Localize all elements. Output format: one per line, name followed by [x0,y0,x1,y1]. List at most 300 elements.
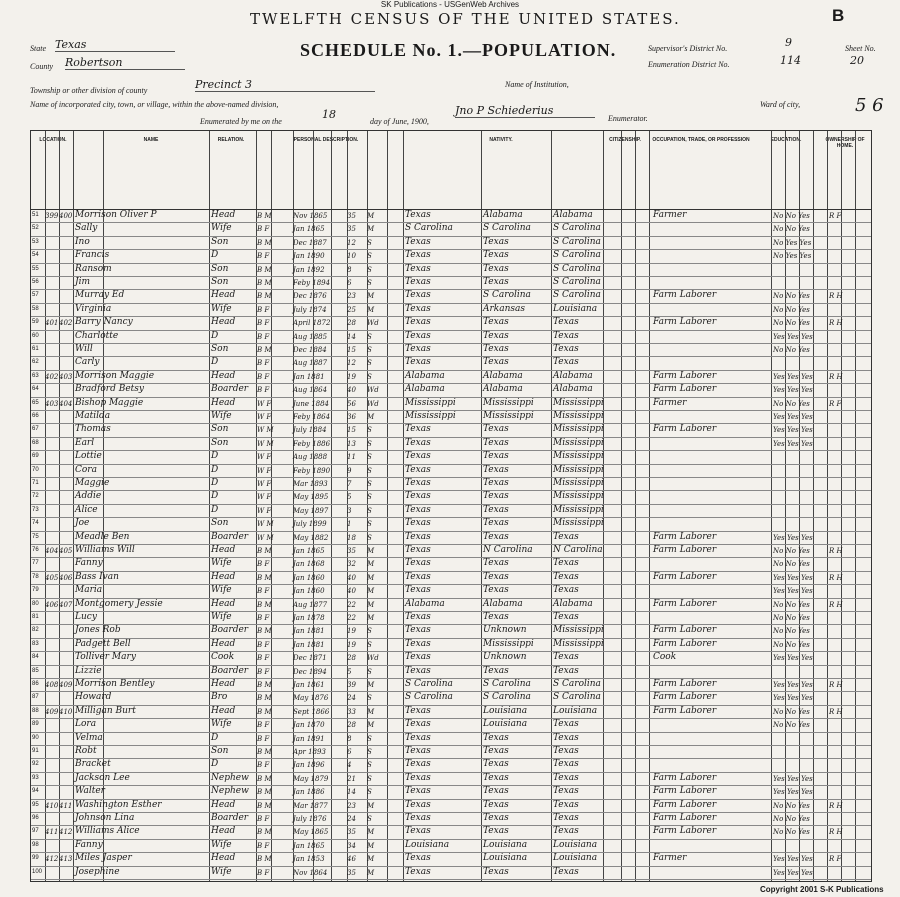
father-birthplace: Texas [483,250,509,261]
color-sex: B M [257,547,272,555]
mother-birthplace: Mississippi [553,411,604,421]
marital-status: S [367,640,372,649]
color-sex: B F [257,560,270,569]
person-name: Fanny [75,839,103,850]
family-number: 409 [59,681,73,689]
mother-birthplace: Mississippi [553,625,604,636]
birth-month-year: May 1897 [293,506,329,515]
education: Yes Yes Yes [773,533,813,542]
color-sex: B M [257,774,272,783]
birthplace: Texas [405,625,431,636]
person-name: Montgomery Jessie [75,598,163,609]
age: 35 [347,868,356,877]
mother-birthplace: Mississippi [553,397,604,408]
relation: Son [211,236,229,247]
color-sex: B M [257,212,272,220]
mother-birthplace: Texas [553,719,579,730]
father-birthplace: Texas [483,799,509,810]
grid-row-line [31,624,871,625]
age: 56 [347,399,356,408]
education: Yes Yes Yes [773,587,813,596]
age: 15 [347,346,356,354]
supervisor-value: 9 [785,36,792,49]
occupation: Farm Laborer [653,705,717,716]
ownership: R F [829,212,842,220]
education: Yes Yes Yes [773,788,813,797]
grid-row-line [31,839,871,840]
family-number: 402 [59,319,73,328]
line-number: 82 [32,627,39,634]
person-name: Ransom [75,263,112,274]
father-birthplace: Louisiana [483,705,528,716]
grid-row-line [31,571,871,572]
grid-row-line [31,584,871,585]
color-sex: B M [257,238,272,247]
age: 13 [347,439,356,448]
birthplace: Texas [405,571,431,582]
watermark-text: SK Publications - USGenWeb Archives [380,0,520,9]
relation: D [211,759,219,770]
person-name: Joe [75,518,90,529]
grid-row-line [31,651,871,652]
mother-birthplace: S Carolina [553,277,601,287]
age: 40 [347,386,356,395]
birthplace: Texas [405,531,431,542]
col-education: EDUCATION. [770,137,802,143]
father-birthplace: Texas [483,746,509,756]
mother-birthplace: Texas [553,772,579,783]
enumerator-label: Enumerator. [608,114,648,123]
person-name: Virginia [75,303,112,314]
birth-month-year: Jan 1881 [293,372,325,381]
age: 36 [347,413,356,421]
enumerator-name: Jno P Schiederius [455,104,595,118]
relation: Head [211,397,236,408]
color-sex: B F [257,640,270,649]
person-name: Thomas [75,424,111,435]
age: 21 [347,774,356,783]
family-number: 403 [59,372,73,381]
relation: Head [211,705,236,716]
marital-status: S [367,439,372,448]
line-number: 67 [32,426,39,433]
family-number: 407 [59,600,73,609]
color-sex: W M [257,426,274,435]
person-name: Lizzie [75,665,102,676]
sheet-value: 20 [850,54,864,67]
father-birthplace: Texas [483,558,509,569]
relation: Boarder [211,531,249,542]
col-nativity: NATIVITY. [489,137,513,143]
mother-birthplace: Mississippi [553,437,604,448]
col-location: LOCATION. [39,137,67,143]
marital-status: S [367,493,372,502]
occupation: Farm Laborer [653,813,717,823]
line-number: 89 [32,721,39,728]
relation: Head [211,853,236,864]
education: No No Yes [773,305,810,314]
age: 35 [347,225,356,234]
relation: D [211,478,219,488]
person-name: Williams Alice [75,826,140,837]
line-number: 61 [32,346,39,352]
birthplace: Alabama [405,598,445,609]
relation: D [211,451,219,462]
ownership: R F [829,855,842,864]
line-number: 90 [32,734,39,741]
mother-birthplace: Mississippi [553,638,604,649]
person-name: Francis [75,250,110,261]
age: 10 [347,252,356,261]
color-sex: B M [257,292,272,301]
education: No No Yes [773,627,810,636]
birthplace: Texas [405,786,431,797]
grid-row-line [31,531,871,532]
relation: Son [211,344,229,354]
line-number: 79 [32,587,39,594]
ownership: R H [829,828,843,837]
birthplace: Texas [405,330,431,341]
state-value: Texas [55,38,175,52]
grid-vline [331,131,332,881]
birthplace: Texas [405,665,431,676]
birthplace: Texas [405,424,431,435]
birthplace: S Carolina [405,223,453,234]
education: Yes Yes Yes [773,868,813,877]
color-sex: B F [257,761,270,770]
line-number: 88 [32,707,39,714]
sheet-letter: B [832,6,845,25]
birth-month-year: Jan 1881 [293,640,325,649]
birth-month-year: Feby 1890 [293,466,331,475]
person-name: Maggie [75,478,110,488]
age: 6 [347,279,352,287]
education: No Yes Yes [773,252,812,261]
incorporated-label: Name of incorporated city, town, or village, within the above-named division, [30,100,279,109]
birth-month-year: July 1876 [293,815,327,823]
age: 28 [347,654,356,663]
education: No No Yes [773,225,810,234]
birthplace: Mississippi [405,397,456,408]
mother-birthplace: Texas [553,531,579,542]
grid-row-line [31,825,871,826]
father-birthplace: Texas [483,491,509,502]
birth-month-year: May 1882 [293,533,329,542]
father-birthplace: N Carolina [483,545,533,555]
color-sex: B M [257,828,272,837]
line-number: 58 [32,305,39,312]
grid-row-line [31,330,871,331]
birthplace: Alabama [405,384,445,395]
mother-birthplace: Texas [553,652,579,663]
ownership: R H [829,600,843,609]
birthplace: Texas [405,250,431,261]
age: 22 [347,600,356,609]
marital-status: S [367,774,372,783]
color-sex: W F [257,466,272,475]
grid-row-line [31,490,871,491]
education: No No Yes [773,640,810,649]
person-name: Milligan Burt [75,705,136,716]
color-sex: B F [257,359,270,368]
person-name: Morrison Oliver P [75,210,157,220]
person-name: Jones Rob [75,625,121,636]
family-number: 400 [59,212,73,220]
occupation: Farm Laborer [653,317,717,328]
birth-month-year: Dec 1871 [293,654,327,663]
education: No No Yes [773,721,810,730]
occupation: Farm Laborer [653,772,717,783]
page-mark: 5 6 [855,95,884,116]
birthplace: Texas [405,478,431,488]
marital-status: M [367,868,375,877]
grid-vline [649,131,650,881]
person-name: Miles Jasper [75,853,132,864]
mother-birthplace: Texas [553,344,579,354]
age: 7 [347,480,352,488]
birth-month-year: Dec 1876 [293,292,327,301]
age: 22 [347,614,356,622]
age: 3 [347,506,352,515]
line-number: 92 [32,761,39,768]
line-number: 63 [32,372,39,379]
line-number: 52 [32,225,39,232]
relation: Nephew [211,786,249,797]
birth-month-year: May 1879 [293,774,329,783]
education: Yes Yes Yes [773,332,813,341]
mother-birthplace: Mississippi [553,464,604,475]
father-birthplace: Texas [483,759,509,770]
line-number: 59 [32,319,39,326]
marital-status: M [367,841,375,850]
birth-month-year: Jan 1865 [293,841,325,850]
birthplace: Texas [405,263,431,274]
relation: Nephew [211,772,249,783]
marital-status: S [367,426,372,435]
grid-row-line [31,879,871,880]
grid-vline [73,131,74,881]
color-sex: B F [257,252,270,261]
birth-month-year: Apr 1893 [293,748,326,756]
person-name: Tolliver Mary [75,652,136,663]
age: 33 [347,707,356,716]
relation: D [211,504,219,515]
birth-month-year: July 1884 [293,426,327,435]
relation: Head [211,317,236,328]
marital-status: S [367,238,372,247]
father-birthplace: Louisiana [483,853,528,864]
birth-month-year: May 1865 [293,828,329,837]
birthplace: Texas [405,558,431,569]
father-birthplace: Texas [483,277,509,287]
grid-row-line [31,665,871,666]
line-number: 57 [32,292,39,299]
age: 15 [347,426,356,435]
mother-birthplace: Alabama [553,384,593,395]
marital-status: M [367,614,375,622]
color-sex: B F [257,305,270,314]
person-name: Josephine [75,866,120,877]
county-label: County [30,62,54,71]
father-birthplace: Texas [483,478,509,488]
color-sex: B M [257,855,272,864]
mother-birthplace: N Carolina [553,545,603,555]
father-birthplace: Texas [483,330,509,341]
age: 8 [347,734,352,743]
birth-month-year: April 1872 [293,319,331,328]
grid-row-line [31,557,871,558]
color-sex: B F [257,319,270,328]
enumeration-value: 114 [780,54,801,67]
line-number: 62 [32,359,39,366]
ownership: R H [829,707,843,716]
father-birthplace: Texas [483,357,509,368]
birthplace: Texas [405,504,431,515]
line-number: 76 [32,547,39,553]
copyright: Copyright 2001 S-K Publications [760,885,884,894]
education: No No Yes [773,600,810,609]
education: Yes Yes Yes [773,694,813,703]
age: 40 [347,573,356,582]
ownership: R F [829,399,842,408]
marital-status: M [367,305,375,314]
marital-status: M [367,560,375,569]
birth-month-year: July 1874 [293,305,327,314]
marital-status: M [367,721,375,730]
grid-row-line [31,249,871,250]
age: 19 [347,640,356,649]
grid-row-line [31,477,871,478]
father-birthplace: Texas [483,451,509,462]
age: 39 [347,681,356,689]
birthplace: Texas [405,357,431,368]
birthplace: Texas [405,759,431,770]
birth-month-year: Jan 1870 [293,721,325,730]
marital-status: M [367,828,375,837]
line-number: 80 [32,600,39,607]
marital-status: M [367,707,375,716]
line-number: 72 [32,493,39,500]
ownership: R H [829,801,843,810]
relation: Son [211,518,229,529]
line-number: 85 [32,667,39,674]
birthplace: Mississippi [405,411,456,421]
grid-row-line [31,450,871,451]
person-name: Charlotte [75,330,119,341]
person-name: Bass Ivan [75,571,119,582]
age: 32 [347,560,356,569]
relation: Head [211,638,236,649]
father-birthplace: Arkansas [483,303,526,314]
line-number: 84 [32,654,39,661]
color-sex: W M [257,439,274,448]
education: No Yes Yes [773,238,812,247]
color-sex: B F [257,868,270,877]
education: Yes Yes Yes [773,386,813,395]
dwelling-number: 409 [45,707,59,716]
mother-birthplace: Texas [553,612,579,622]
father-birthplace: Louisiana [483,839,528,850]
age: 34 [347,841,356,850]
occupation: Farm Laborer [653,638,717,649]
birthplace: Texas [405,826,431,837]
person-name: Williams Will [75,545,135,555]
line-number: 55 [32,265,39,272]
birthplace: Texas [405,866,431,877]
father-birthplace: Texas [483,531,509,542]
occupation: Farmer [653,853,687,864]
birth-month-year: Jan 1890 [293,252,325,261]
marital-status: S [367,453,372,462]
education: No No Yes [773,547,810,555]
relation: Wife [211,303,232,314]
col-personal: PERSONAL DESCRIPTION. [293,137,359,143]
education: No No Yes [773,319,810,328]
census-table [30,130,872,882]
grid-row-line [31,236,871,237]
father-birthplace: Texas [483,786,509,797]
relation: Head [211,370,236,381]
mother-birthplace: S Carolina [553,263,601,274]
color-sex: B F [257,332,270,341]
person-name: Earl [75,437,95,448]
col-relation: RELATION. [217,137,245,143]
grid-row-line [31,772,871,773]
line-number: 74 [32,520,39,527]
marital-status: Wd [367,399,379,408]
occupation: Farm Laborer [653,786,717,797]
grid-row-line [31,370,871,371]
color-sex: B M [257,627,272,636]
person-name: Will [75,344,93,354]
marital-status: S [367,734,372,743]
line-number: 100 [32,868,43,875]
marital-status: S [367,520,372,529]
father-birthplace: Texas [483,826,509,837]
color-sex: B M [257,748,272,756]
grid-row-line [31,718,871,719]
mother-birthplace: Texas [553,759,579,770]
marital-status: S [367,480,372,488]
father-birthplace: Texas [483,263,509,274]
color-sex: W F [257,453,272,462]
line-number: 83 [32,640,39,647]
person-name: Jackson Lee [75,772,130,783]
birth-month-year: Jan 1892 [293,265,325,274]
marital-status: M [367,587,375,596]
grid-row-line [31,316,871,317]
father-birthplace: Unknown [483,625,527,636]
education: No No Yes [773,346,810,354]
birth-month-year: Jan 1865 [293,225,325,234]
birthplace: Texas [405,344,431,354]
dwelling-number: 399 [45,212,59,220]
education: No No Yes [773,560,810,569]
birth-month-year: Nov 1865 [293,212,328,220]
education: Yes Yes Yes [773,413,813,421]
mother-birthplace: Louisiana [553,853,598,864]
line-number: 66 [32,413,39,419]
relation: Head [211,598,236,609]
education: Yes Yes Yes [773,573,813,582]
color-sex: B M [257,801,272,810]
grid-row-line [31,745,871,746]
color-sex: B F [257,225,270,234]
person-name: Morrison Maggie [75,370,155,381]
birth-month-year: Mar 1877 [293,801,328,810]
ownership: R H [829,573,843,582]
relation: Boarder [211,625,249,636]
